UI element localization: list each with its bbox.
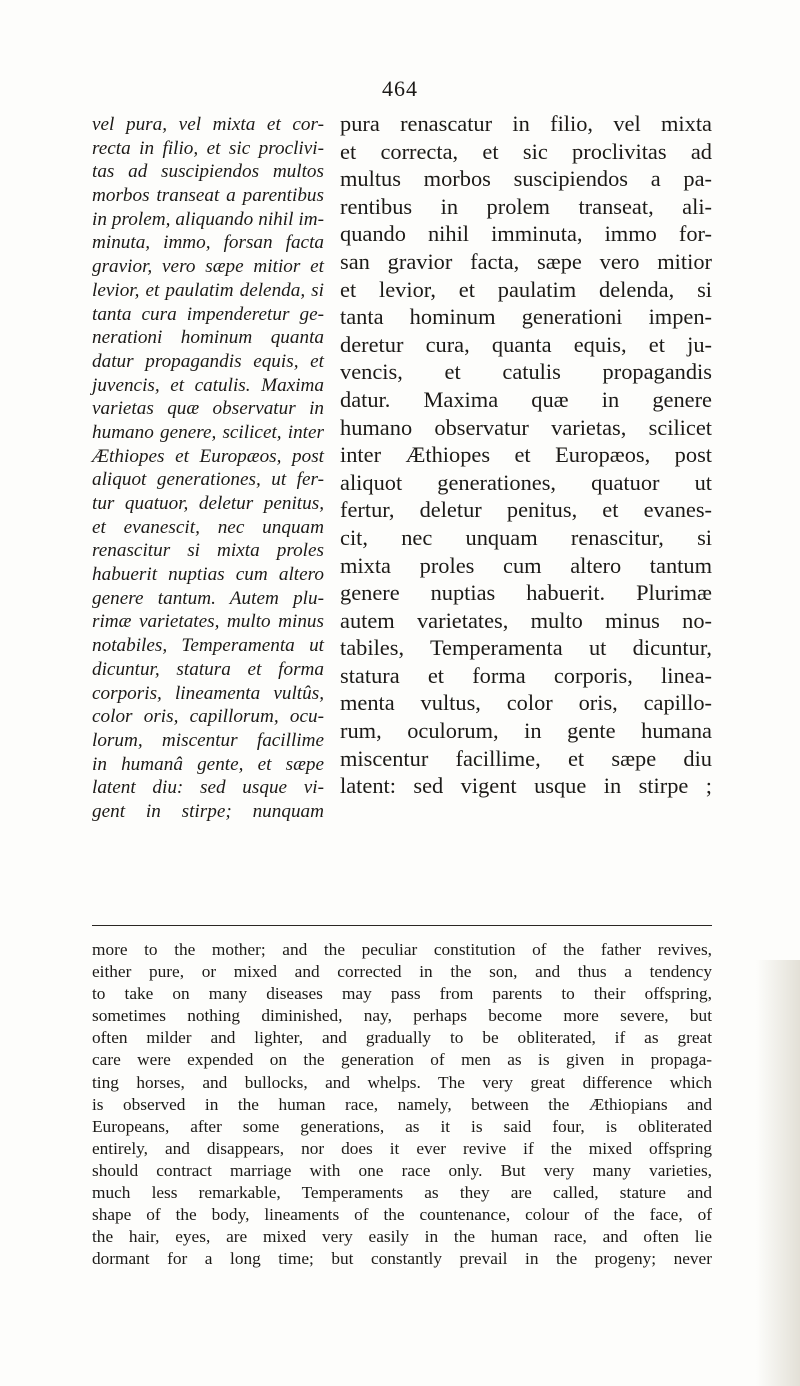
- right-line: san gravior facta, sæpe vero mitior: [340, 248, 712, 274]
- left-line: rimæ varietates, multo minus: [92, 611, 324, 633]
- translation-line: more to the mother; and the peculiar constitution of the father revives,: [92, 940, 712, 959]
- left-line: gent in stirpe; nunquam: [92, 800, 324, 822]
- left-line: genere tantum. Autem plu-: [92, 587, 324, 609]
- right-line: quando nihil imminuta, immo for-: [340, 221, 712, 247]
- right-line: multus morbos suscipiendos a pa-: [340, 166, 712, 192]
- left-line: in humanâ gente, et sæpe: [92, 753, 324, 775]
- right-line: genere nuptias habuerit. Plurimæ: [340, 580, 712, 606]
- right-line: aliquot generationes, quatuor ut: [340, 469, 712, 495]
- left-line: corporis, lineamenta vultûs,: [92, 682, 324, 704]
- left-line: minuta, immo, forsan facta: [92, 232, 324, 254]
- right-line: pura renascatur in filio, vel mixta: [340, 111, 712, 136]
- right-line: miscentur facillime, et sæpe diu: [340, 745, 712, 771]
- left-line: color oris, capillorum, ocu-: [92, 706, 324, 728]
- left-line: tanta cura impenderetur ge-: [92, 303, 324, 325]
- left-line: in prolem, aliquando nihil im-: [92, 208, 324, 230]
- left-line: Æthiopes et Europæos, post: [92, 445, 324, 467]
- right-line: humano observatur varietas, scilicet: [340, 414, 712, 440]
- left-line: gravior, vero sæpe mitior et: [92, 256, 324, 278]
- page-edge-shadow: [756, 960, 800, 1386]
- right-line: statura et forma corporis, linea-: [340, 662, 712, 688]
- left-line: tas ad suscipiendos multos: [92, 161, 324, 183]
- translation-line: care were expended on the generation of men as is given in propaga-: [92, 1050, 712, 1070]
- translation-line: Europeans, after some generations, as it is said four, is obliterated: [92, 1116, 712, 1136]
- right-line: et correcta, et sic proclivitas ad: [340, 138, 712, 164]
- left-line: aliquot generationes, ut fer-: [92, 469, 324, 491]
- translation-line: is observed in the human race, namely, between the Æthiopians and: [92, 1094, 712, 1114]
- right-line: deretur cura, quanta equis, et ju-: [340, 331, 712, 357]
- left-line: recta in filio, et sic proclivi-: [92, 137, 324, 159]
- right-column-latin-text: [340, 110, 712, 800]
- left-line: notabiles, Temperamenta ut: [92, 635, 324, 657]
- translation-line: sometimes nothing diminished, nay, perhaps become more severe, but: [92, 1006, 712, 1026]
- left-line: datur propagandis equis, et: [92, 350, 324, 372]
- left-line: juvencis, et catulis. Maxima: [92, 374, 324, 396]
- right-line: mixta proles cum altero tantum: [340, 552, 712, 578]
- translation-line: shape of the body, lineaments of the countenance, colour of the face, of: [92, 1205, 712, 1225]
- right-line: tanta hominum generationi impen-: [340, 304, 712, 330]
- right-line: datur. Maxima quæ in genere: [340, 386, 712, 412]
- right-line: vencis, et catulis propagandis: [340, 359, 712, 385]
- right-line: cit, nec unquam renascitur, si: [340, 524, 712, 550]
- right-line: inter Æthiopes et Europæos, post: [340, 442, 712, 468]
- english-translation: [92, 939, 712, 1270]
- left-line: latent diu: sed usque vi-: [92, 777, 324, 799]
- page-number: 464: [382, 76, 418, 101]
- translation-line: often milder and lighter, and gradually to be obliterated, if as great: [92, 1028, 712, 1048]
- translation-line: dormant for a long time; but constantly prevail in the progeny; never: [92, 1249, 712, 1269]
- left-line: et evanescit, nec unquam: [92, 516, 324, 538]
- left-line: morbos transeat a parentibus: [92, 185, 324, 207]
- right-line: latent: sed vigent usque in stirpe ;: [340, 773, 712, 799]
- translation-line: should contract marriage with one race only. But very many varieties,: [92, 1160, 712, 1180]
- right-line: rum, oculorum, in gente humana: [340, 718, 712, 744]
- translation-line: ting horses, and bullocks, and whelps. The very great difference which: [92, 1072, 712, 1092]
- left-line: vel pura, vel mixta et cor-: [92, 114, 324, 135]
- translation-line: the hair, eyes, are mixed very easily in the human race, and often lie: [92, 1227, 712, 1247]
- translation-line: either pure, or mixed and corrected in the son, and thus a tendency: [92, 962, 712, 982]
- translation-line: to take on many diseases may pass from parents to their offspring,: [92, 984, 712, 1004]
- left-line: renascitur si mixta proles: [92, 540, 324, 562]
- right-line: tabiles, Temperamenta ut dicuntur,: [340, 635, 712, 661]
- translation-line: entirely, and disappears, nor does it ever revive if the mixed offspring: [92, 1138, 712, 1158]
- left-line: nerationi hominum quanta: [92, 327, 324, 349]
- left-line: lorum, miscentur facillime: [92, 729, 324, 751]
- left-line: varietas quæ observatur in: [92, 398, 324, 420]
- left-line: humano genere, scilicet, inter: [92, 421, 324, 443]
- right-line: rentibus in prolem transeat, ali-: [340, 193, 712, 219]
- right-line: et levior, et paulatim delenda, si: [340, 276, 712, 302]
- left-line: tur quatuor, deletur penitus,: [92, 493, 324, 514]
- left-line: habuerit nuptias cum altero: [92, 564, 324, 586]
- footnote-divider: [92, 925, 712, 926]
- right-line: menta vultus, color oris, capillo-: [340, 690, 712, 716]
- right-line: autem varietates, multo minus no-: [340, 607, 712, 633]
- right-line: fertur, deletur penitus, et evanes-: [340, 497, 712, 523]
- translation-line: much less remarkable, Temperaments as they are called, stature and: [92, 1183, 712, 1203]
- left-line: levior, et paulatim delenda, si: [92, 279, 324, 301]
- left-column-latin-notes: [92, 113, 324, 824]
- left-line: dicuntur, statura et forma: [92, 658, 324, 680]
